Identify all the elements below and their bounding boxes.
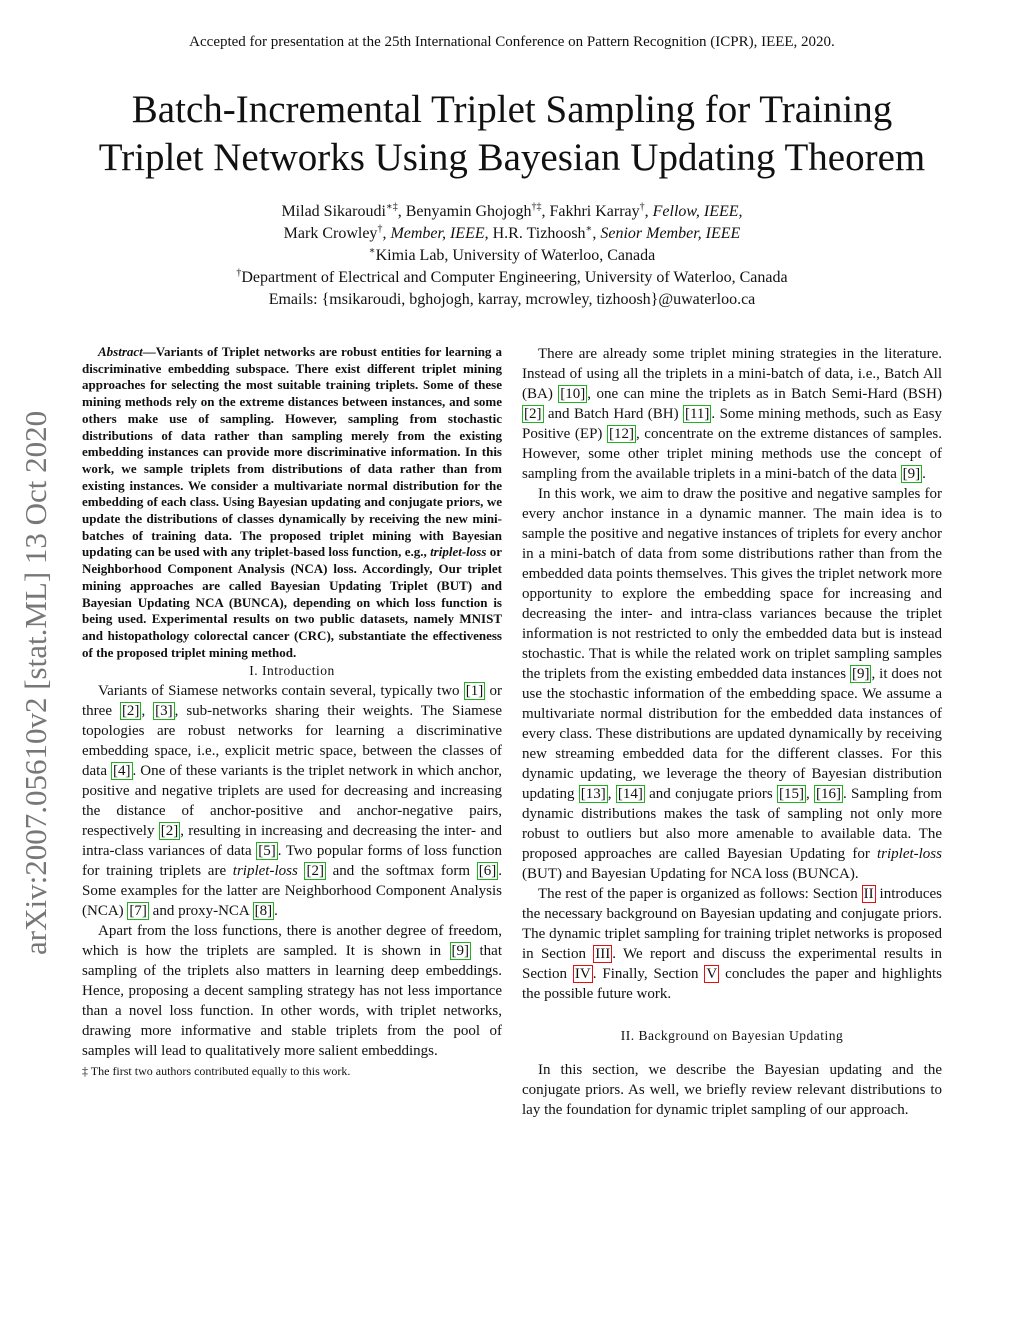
text-span: and Batch Hard (BH) (543, 406, 683, 422)
text-span: In this work, we aim to draw the positive and negative samples for every anchor instance in a dynamic manner. The main idea is to sample the positive and negative instances of triplets for every anchor in a mini-batch of data from some distributions rather than from the embedded data points themselves. This gives the triplet network more opportunity to explore the embedding space for increasing and decreasing the inter- and intra-class variances because the triplet information is not restricted to only the embedded data but is instead stochastic. That is while the related work on triplet sampling samples the triplets from the existing embedded data instances (522, 486, 942, 682)
text-span: , (141, 703, 154, 720)
author-mark: †‡ (531, 201, 542, 213)
text-span: , one can mine the triplets as in Batch Semi-Hard (BSH) (587, 386, 943, 402)
text-span: and the softmax form (325, 863, 477, 880)
citation-link[interactable]: [2] (524, 406, 542, 422)
emphasis: triplet-loss (876, 846, 942, 862)
right-paragraph-3 (522, 884, 942, 1004)
text-span: , concentrate on the extreme distances of samples. However, some other triplet mining methods use the concept of sampling from the available triplets in a mini-batch of the data (522, 426, 942, 482)
section-heading-introduction: I. Introduction (249, 663, 335, 679)
text-span: . We report and discuss the experimental results in Section (522, 946, 942, 982)
author-role: Senior Member, IEEE (600, 225, 741, 242)
citation-link[interactable]: [2] (121, 703, 140, 720)
citation-link[interactable]: [1] (465, 683, 484, 700)
author-role: Fellow, IEEE, (652, 203, 743, 220)
citation-link[interactable]: [2] (160, 823, 179, 840)
conference-notice: Accepted for presentation at the 25th International Conference on Pattern Recognition (ICPR), IEEE, 2020. (189, 34, 835, 50)
citation-link[interactable]: [9] (451, 943, 470, 960)
right-paragraph-4: In this section, we describe the Bayesian updating and the conjugate priors. As well, we briefly review relevant distributions to lay the foundation for dynamic triplet sampling of our approach. (522, 1062, 942, 1118)
author-name: Milad Sikaroudi (281, 203, 386, 220)
citation-link[interactable]: [11] (684, 406, 710, 422)
text-span: and conjugate priors (644, 786, 777, 802)
text-span: Variants of Siamese networks contain several, typically two (98, 683, 464, 700)
text-span: introduces the necessary background on Bayesian updating and conjugate priors. The dynamic triplet sampling for training triplet networks is proposed in Section (522, 886, 943, 962)
citation-link[interactable]: [16] (816, 786, 842, 802)
intro-paragraph-1 (82, 681, 502, 921)
citation-link[interactable]: [2] (306, 863, 324, 880)
right-column (522, 344, 942, 1120)
text-span: Apart from the loss functions, there is another degree of freedom, which is how the triplets are sampled. It is shown in (82, 923, 502, 960)
text-span: . Finally, Section (592, 966, 705, 982)
citation-link[interactable]: [7] (129, 903, 147, 920)
text-span: , resulting in increasing and decreasing the inter- and intra-class variances of data (82, 823, 502, 860)
citation-link[interactable]: [13] (580, 786, 606, 802)
author-mark: ∗‡ (385, 201, 398, 213)
paper-title (60, 86, 964, 182)
affiliation-mark: † (236, 267, 242, 279)
author-name: H.R. Tizhoosh (492, 225, 586, 242)
section-link[interactable]: V (706, 966, 718, 982)
emphasis: triplet-loss (232, 863, 298, 880)
author-role: Member, IEEE (390, 225, 485, 242)
section-link[interactable]: IV (574, 966, 591, 982)
citation-link[interactable]: [15] (778, 786, 804, 802)
abstract (82, 344, 502, 661)
text-span: , (805, 786, 815, 802)
author-line-2: Mark Crowley†, Member, IEEE, H.R. Tizhoosh∗, Senior Member, IEEE (283, 223, 741, 242)
citation-link[interactable]: [4] (113, 763, 131, 780)
text-span: and proxy-NCA (148, 903, 253, 920)
author-name: Benyamin Ghojogh (405, 203, 532, 220)
left-column (82, 344, 502, 1081)
text-span: (BUT) and Bayesian Updating for NCA loss (BUNCA). (522, 866, 859, 882)
citation-link[interactable]: [8] (254, 903, 273, 920)
affiliation-mark: ∗ (368, 245, 376, 257)
text-span: . One of these variants is the triplet network in which anchor, positive and negative triplets are used for decreasing and increasing the distance of anchor-positive and anchor-negative pairs, respectively (82, 763, 502, 840)
author-mark: ∗ (585, 223, 593, 235)
author-mark: † (377, 223, 383, 235)
text-span: . Two popular forms of loss function for training triplets are (82, 843, 502, 880)
citation-link[interactable]: [9] (902, 466, 921, 482)
emails: Emails: {msikaroudi, bghojogh, karray, mcrowley, tizhoosh}@uwaterloo.ca (268, 291, 756, 308)
right-paragraph-2 (522, 484, 942, 884)
title-line-2: Triplet Networks Using Bayesian Updating Theorem (98, 136, 926, 179)
citation-link[interactable]: [10] (560, 386, 586, 402)
author-name: Fakhri Karray (549, 203, 640, 220)
abstract-text-2: or Neighborhood Component Analysis (NCA) loss. Accordingly, Our triplet mining approaches are called Bayesian Updating Triplet (BUT) and Bayesian Updating NCA (BUNCA), depending on which loss function is being used. Experimental results on two public datasets, namely MNIST and histopathology colorectal cancer (CRC), substantiate the effectiveness of the proposed triplet mining method. (82, 544, 502, 660)
text-span: . Sampling from dynamic distributions makes the task of sampling not only more robust to outliers but also more amenable to available data. The proposed approaches are called Bayesian Updating for (522, 786, 943, 862)
author-mark: † (639, 201, 645, 213)
citation-link[interactable]: [12] (608, 426, 634, 442)
text-span: , it does not use the stochastic information of the embedding space. We assume a multivariate normal distribution for the embedded data instances of every class. These distributions are updated dynamically by receiving new streaming embedded data for the different classes. For this dynamic updating, we leverage the theory of Bayesian distribution updating (522, 666, 943, 802)
abstract-text: —Variants of Triplet networks are robust entities for learning a discriminative embedding subspace. There exist different triplet mining approaches for selecting the most suitable training triplets. Some of these mining methods rely on the extreme distances between instances, and some others make use of sampling. However, sampling from stochastic distributions of data rather than sampling merely from the existing embedding instances can provide more discriminative information. In this work, we sample triplets from distributions of data rather than from existing instances. We consider a multivariate normal distribution for the embedding of each class. Using Bayesian updating and conjugate priors, we update the distributions of classes dynamically by receiving the new mini-batches of training data. The proposed triplet mining with Bayesian updating can be used with any triplet-based loss function, e.g., (82, 344, 502, 560)
section-link[interactable]: II (863, 886, 874, 902)
abstract-lead: Abstract (98, 344, 143, 359)
text-span: concludes the paper and highlights the possible future work. (522, 966, 942, 1002)
citation-link[interactable]: [9] (851, 666, 870, 682)
text-span: . (274, 903, 278, 920)
intro-paragraph-2 (82, 921, 502, 1061)
citation-link[interactable]: [14] (617, 786, 643, 802)
affiliation-text: Department of Electrical and Computer Engineering, University of Waterloo, Canada (241, 269, 788, 286)
citation-link[interactable]: [6] (478, 863, 497, 880)
author-block (120, 201, 904, 311)
text-span: , (607, 786, 616, 802)
section-link[interactable]: III (595, 946, 611, 962)
title-line-1: Batch-Incremental Triplet Sampling for Training (131, 88, 893, 131)
footnote: ‡ The first two authors contributed equally to this work. (82, 1064, 351, 1079)
affiliation-1 (120, 245, 904, 267)
author-name: Mark Crowley (283, 225, 378, 242)
section-heading-background: II. Background on Bayesian Updating (620, 1028, 844, 1043)
text-span: There are already some triplet mining strategies in the literature. Instead of using all the triplets in a mini-batch of data, i.e., Batch All (BA) (522, 346, 942, 402)
citation-link[interactable]: [5] (258, 843, 276, 860)
text-span: The rest of the paper is organized as follows: Section (538, 886, 862, 902)
abstract-emphasis: triplet-loss (430, 544, 487, 560)
citation-link[interactable]: [3] (155, 703, 173, 720)
text-span: . Some examples for the latter are Neighborhood Component Analysis (NCA) (82, 863, 503, 920)
arxiv-identifier: arXiv:2007.05610v2 [stat.ML] 13 Oct 2020 (18, 410, 53, 955)
text-span: , sub-networks sharing their weights. The Siamese topologies are robust networks for learning a discriminative embedding space, i.e., explicit metric space, between the classes of data (82, 703, 503, 780)
right-paragraph-1 (522, 344, 942, 484)
affiliation-text: Kimia Lab, University of Waterloo, Canada (375, 247, 656, 264)
text-span: . Some mining methods, such as Easy Positive (EP) (522, 406, 942, 442)
affiliation-2 (120, 267, 904, 289)
text-span: . (922, 466, 926, 482)
text-span: or three (82, 683, 502, 720)
text-span: that sampling of the triplets also matters in learning deep embeddings. Hence, proposing a decent sampling strategy has not less importance than a novel loss function. In other words, with triplet networks, drawing more informative and stable triplets from the pool of samples will lead to qualitatively more salient embeddings. (82, 943, 502, 1060)
author-line-1: Milad Sikaroudi∗‡, Benyamin Ghojogh†‡, Fakhri Karray†, Fellow, IEEE, (281, 201, 743, 220)
